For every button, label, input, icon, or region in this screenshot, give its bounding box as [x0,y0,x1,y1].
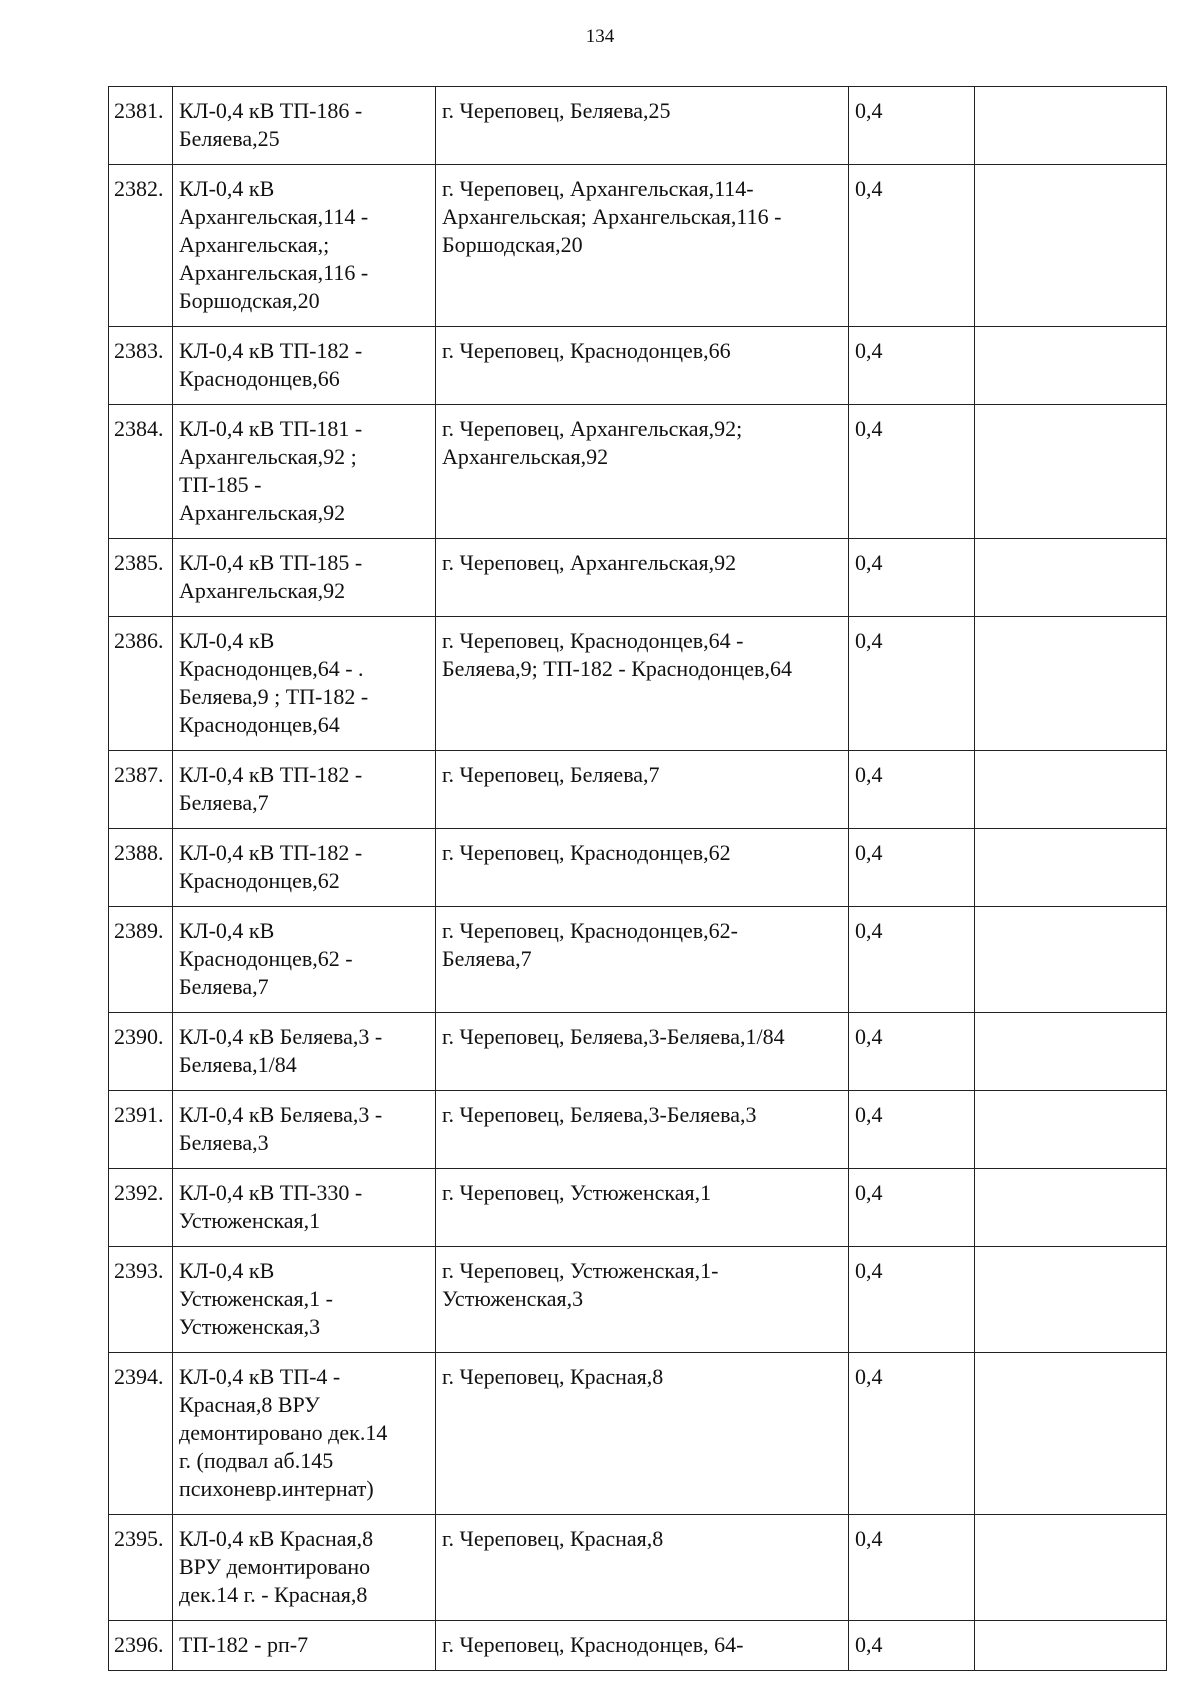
row-number: 2395. [109,1515,173,1621]
voltage: 0,4 [849,1169,975,1247]
note [975,907,1167,1013]
note [975,829,1167,907]
voltage: 0,4 [849,165,975,327]
cable-line-name: КЛ-0,4 кВ ТП-185 - Архангельская,92 [173,539,436,617]
voltage: 0,4 [849,1013,975,1091]
address: г. Череповец, Красная,8 [436,1353,849,1515]
address: г. Череповец, Устюженская,1 [436,1169,849,1247]
voltage: 0,4 [849,405,975,539]
note [975,751,1167,829]
row-number: 2381. [109,87,173,165]
row-number: 2384. [109,405,173,539]
row-number: 2394. [109,1353,173,1515]
table-row [109,405,1167,539]
cable-line-name: КЛ-0,4 кВ ТП-186 - Беляева,25 [173,87,436,165]
table-row [109,1091,1167,1169]
row-number: 2386. [109,617,173,751]
cable-line-name: КЛ-0,4 кВ ТП-4 - Красная,8 ВРУ демонтировано дек.14 г. (подвал аб.145 психоневр.интернат) [173,1353,436,1515]
note [975,87,1167,165]
address: г. Череповец, Архангельская,92; Архангельская,92 [436,405,849,539]
row-number: 2391. [109,1091,173,1169]
voltage: 0,4 [849,751,975,829]
note [975,1091,1167,1169]
note [975,1515,1167,1621]
page-number: 134 [585,26,615,47]
note [975,165,1167,327]
address: г. Череповец, Красная,8 [436,1515,849,1621]
address: г. Череповец, Краснодонцев,62- Беляева,7 [436,907,849,1013]
row-number: 2396. [109,1621,173,1671]
voltage: 0,4 [849,1515,975,1621]
cable-lines-table [108,86,1167,1671]
address: г. Череповец, Беляева,3-Беляева,3 [436,1091,849,1169]
row-number: 2388. [109,829,173,907]
table-row [109,751,1167,829]
table-row [109,1247,1167,1353]
row-number: 2389. [109,907,173,1013]
cable-line-name: КЛ-0,4 кВ ТП-182 - Беляева,7 [173,751,436,829]
note [975,1247,1167,1353]
note [975,1013,1167,1091]
address: г. Череповец, Беляева,3-Беляева,1/84 [436,1013,849,1091]
voltage: 0,4 [849,1091,975,1169]
table-row [109,539,1167,617]
row-number: 2385. [109,539,173,617]
cable-line-name: КЛ-0,4 кВ Краснодонцев,64 - . Беляева,9 ; ТП-182 - Краснодонцев,64 [173,617,436,751]
voltage: 0,4 [849,1621,975,1671]
table-row [109,1013,1167,1091]
row-number: 2383. [109,327,173,405]
table-row [109,1515,1167,1621]
note [975,405,1167,539]
address: г. Череповец, Краснодонцев,64 - Беляева,9; ТП-182 - Краснодонцев,64 [436,617,849,751]
note [975,1169,1167,1247]
row-number: 2382. [109,165,173,327]
note [975,617,1167,751]
cable-line-name: КЛ-0,4 кВ ТП-182 - Краснодонцев,62 [173,829,436,907]
table-row [109,87,1167,165]
address: г. Череповец, Беляева,25 [436,87,849,165]
table-row [109,1353,1167,1515]
cable-line-name: КЛ-0,4 кВ Устюженская,1 - Устюженская,3 [173,1247,436,1353]
voltage: 0,4 [849,829,975,907]
voltage: 0,4 [849,1353,975,1515]
table-row [109,829,1167,907]
address: г. Череповец, Краснодонцев,62 [436,829,849,907]
cable-line-name: КЛ-0,4 кВ Краснодонцев,62 - Беляева,7 [173,907,436,1013]
voltage: 0,4 [849,617,975,751]
table-row [109,907,1167,1013]
cable-line-name: КЛ-0,4 кВ ТП-330 - Устюженская,1 [173,1169,436,1247]
voltage: 0,4 [849,539,975,617]
cable-line-name: КЛ-0,4 кВ ТП-182 - Краснодонцев,66 [173,327,436,405]
note [975,1353,1167,1515]
note [975,539,1167,617]
table-row [109,165,1167,327]
address: г. Череповец, Архангельская,114- Архангельская; Архангельская,116 - Боршодская,20 [436,165,849,327]
row-number: 2392. [109,1169,173,1247]
address: г. Череповец, Краснодонцев, 64- [436,1621,849,1671]
note [975,1621,1167,1671]
table-row [109,327,1167,405]
voltage: 0,4 [849,327,975,405]
voltage: 0,4 [849,1247,975,1353]
row-number: 2387. [109,751,173,829]
cable-line-name: ТП-182 - рп-7 [173,1621,436,1671]
row-number: 2390. [109,1013,173,1091]
note [975,327,1167,405]
address: г. Череповец, Краснодонцев,66 [436,327,849,405]
table-row [109,617,1167,751]
address: г. Череповец, Архангельская,92 [436,539,849,617]
table-row [109,1169,1167,1247]
address: г. Череповец, Устюженская,1- Устюженская,3 [436,1247,849,1353]
cable-line-name: КЛ-0,4 кВ Архангельская,114 - Архангельская,; Архангельская,116 - Боршодская,20 [173,165,436,327]
row-number: 2393. [109,1247,173,1353]
voltage: 0,4 [849,907,975,1013]
cable-line-name: КЛ-0,4 кВ Беляева,3 - Беляева,3 [173,1091,436,1169]
voltage: 0,4 [849,87,975,165]
cable-line-name: КЛ-0,4 кВ Беляева,3 - Беляева,1/84 [173,1013,436,1091]
table-body [109,87,1167,1671]
cable-line-name: КЛ-0,4 кВ Красная,8 ВРУ демонтировано дек.14 г. - Красная,8 [173,1515,436,1621]
table-row [109,1621,1167,1671]
address: г. Череповец, Беляева,7 [436,751,849,829]
cable-line-name: КЛ-0,4 кВ ТП-181 - Архангельская,92 ; ТП-185 - Архангельская,92 [173,405,436,539]
